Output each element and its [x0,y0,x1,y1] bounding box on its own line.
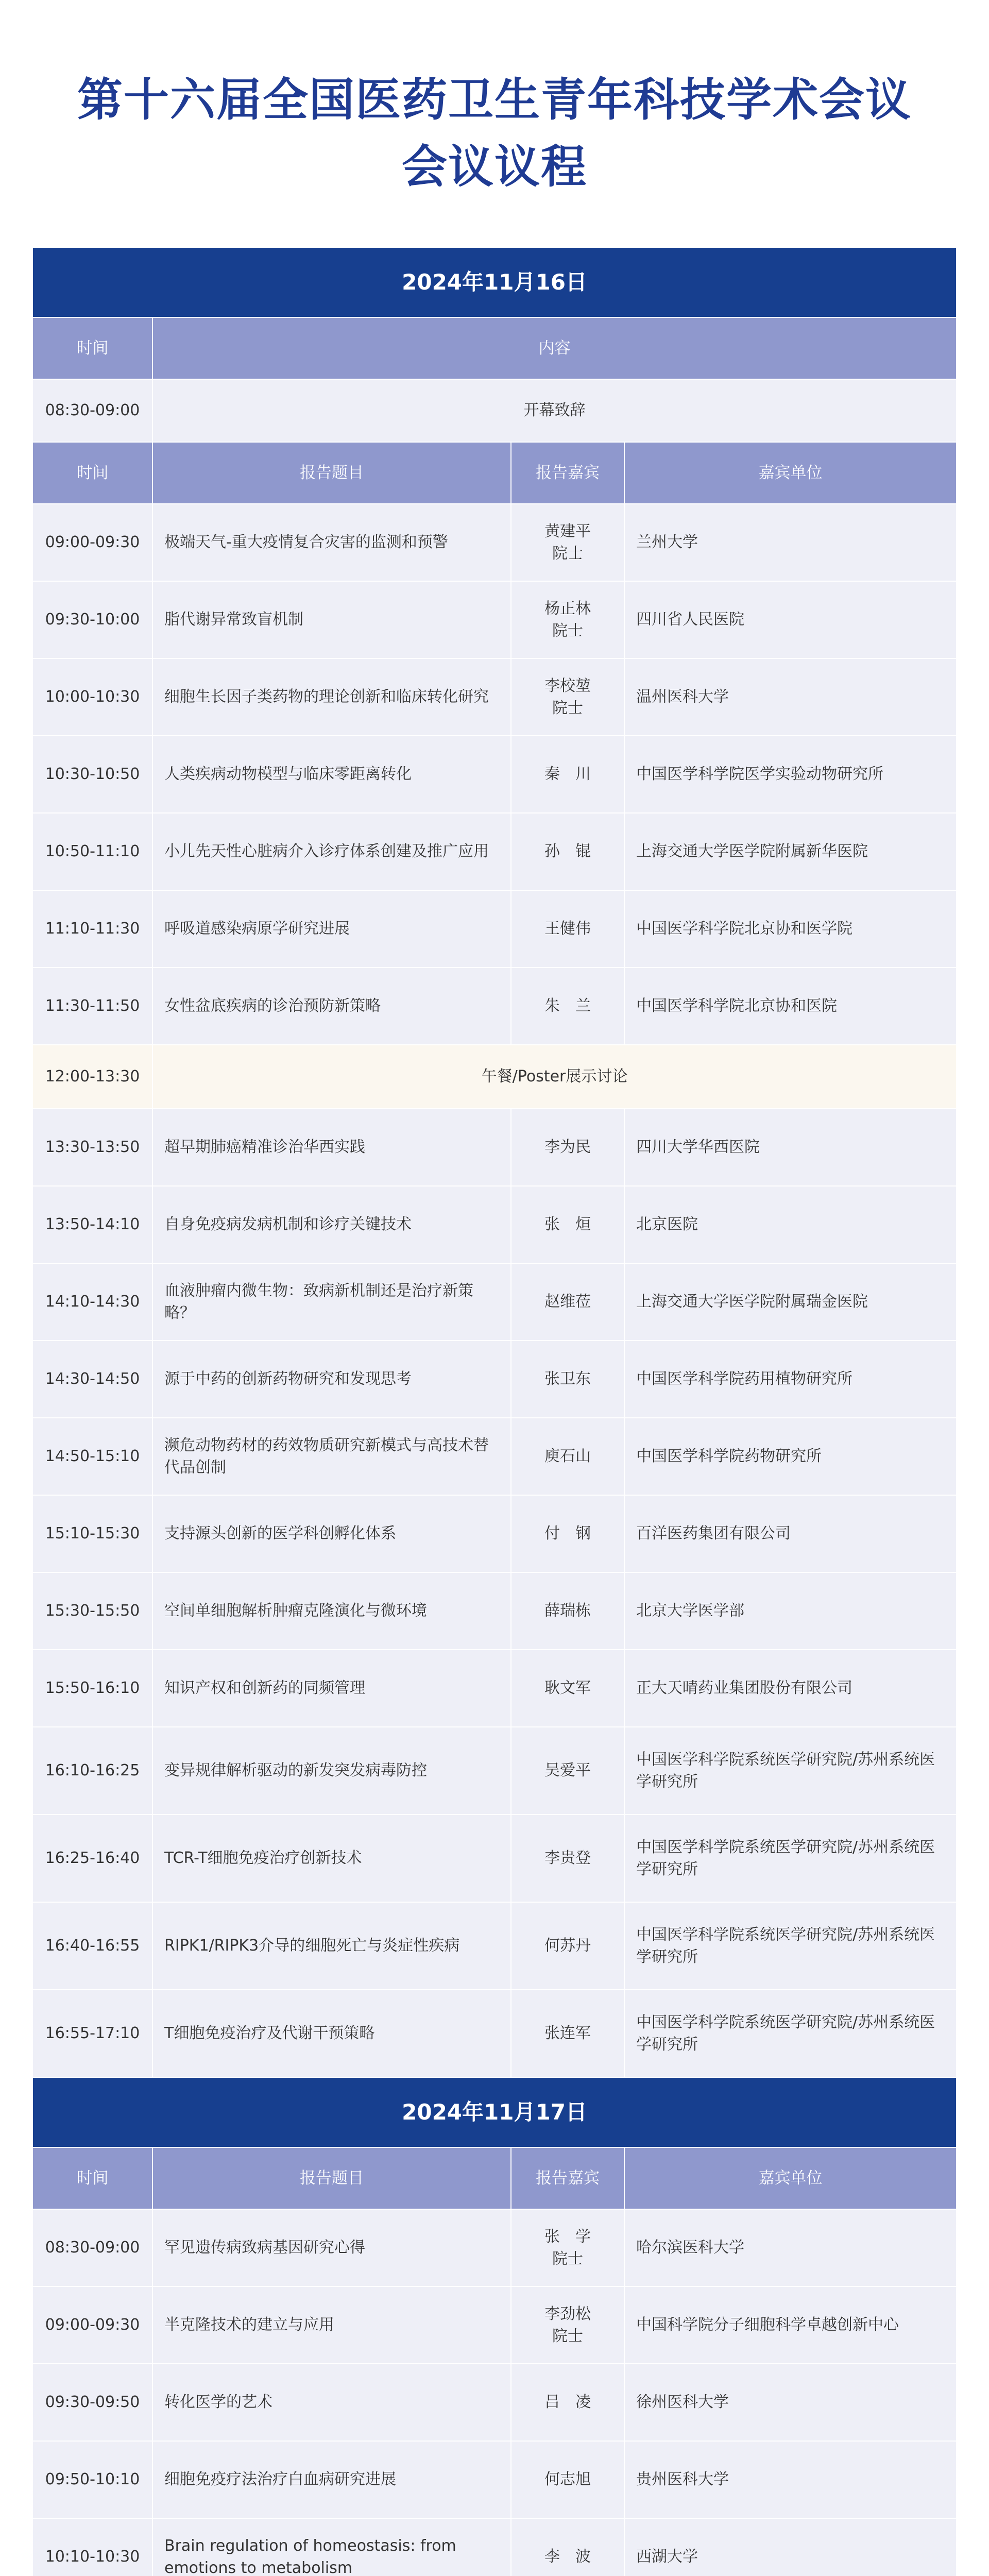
talk-org: 中国科学院分子细胞科学卓越创新中心 [624,2286,956,2364]
talk-row [33,1263,956,1341]
talk-topic: 女性盆底疾病的诊治预防新策略 [152,968,511,1045]
speaker-name: 李劲松 [544,2304,591,2323]
talk-org: 贵州医科大学 [624,2441,956,2518]
talk-speaker [511,1418,624,1495]
talk-org: 中国医学科学院医学实验动物研究所 [624,736,956,813]
talk-topic: RIPK1/RIPK3介导的细胞死亡与炎症性疾病 [152,1902,511,1990]
speaker-name: 张连军 [544,2024,591,2043]
talk-speaker [511,1727,624,1815]
speaker-name: 何苏丹 [544,1937,591,1955]
talk-row [33,2209,956,2286]
talk-org: 西湖大学 [624,2518,956,2576]
session-time: 08:30-09:00 [33,379,152,442]
talk-org: 温州医科大学 [624,658,956,736]
header-time: 时间 [33,317,152,379]
speaker-name: 耿文军 [544,1679,591,1698]
talk-row [33,1109,956,1186]
talk-speaker [511,1263,624,1341]
talk-speaker [511,1109,624,1186]
talk-speaker [511,1902,624,1990]
speaker-name: 黄建平 [544,522,591,540]
talk-topic: T细胞免疫治疗及代谢干预策略 [152,1990,511,2077]
talk-speaker [511,1495,624,1572]
talk-speaker [511,2286,624,2364]
speaker-name: 吕 凌 [544,2393,591,2412]
header-speaker: 报告嘉宾 [511,2147,624,2209]
talk-speaker [511,1990,624,2077]
talk-time: 09:50-10:10 [33,2441,152,2518]
speaker-title: 院士 [552,545,583,563]
talk-speaker [511,2441,624,2518]
talk-org: 中国医学科学院系统医学研究院/苏州系统医学研究所 [624,1990,956,2077]
day-date: 2024年11月16日 [33,248,956,317]
talk-speaker [511,2209,624,2286]
talk-org: 四川大学华西医院 [624,1109,956,1186]
speaker-name: 秦 川 [544,765,591,784]
talk-row [33,1815,956,1902]
talk-row [33,2441,956,2518]
talk-speaker [511,736,624,813]
talk-speaker [511,1815,624,1902]
talk-row [33,504,956,581]
talk-row [33,2286,956,2364]
talk-speaker [511,581,624,658]
speaker-name: 吴爱平 [544,1761,591,1780]
talk-time: 09:00-09:30 [33,504,152,581]
talk-time: 09:00-09:30 [33,2286,152,2364]
talk-topic: 脂代谢异常致盲机制 [152,581,511,658]
column-header-row [33,2147,956,2209]
talk-speaker [511,968,624,1045]
header-org: 嘉宾单位 [624,442,956,504]
speaker-name: 李为民 [544,1138,591,1157]
talk-org: 百洋医药集团有限公司 [624,1495,956,1572]
talk-org: 北京医院 [624,1186,956,1263]
talk-topic: Brain regulation of homeostasis: from emotions to metabolism [152,2518,511,2576]
talk-org: 中国医学科学院药用植物研究所 [624,1341,956,1418]
talk-topic: 自身免疫病发病机制和诊疗关键技术 [152,1186,511,1263]
talk-speaker [511,1572,624,1650]
talk-time: 13:50-14:10 [33,1186,152,1263]
day-header [33,2077,956,2147]
talk-speaker [511,1650,624,1727]
talk-topic: 小儿先天性心脏病介入诊疗体系创建及推广应用 [152,813,511,890]
talk-org: 哈尔滨医科大学 [624,2209,956,2286]
speaker-name: 李贵登 [544,1849,591,1868]
talk-time: 09:30-09:50 [33,2364,152,2441]
talk-time: 15:50-16:10 [33,1650,152,1727]
talk-row [33,581,956,658]
speaker-name: 庾石山 [544,1447,591,1466]
speaker-title: 院士 [552,2250,583,2268]
header-time: 时间 [33,442,152,504]
talk-row [33,736,956,813]
talk-topic: 罕见遗传病致病基因研究心得 [152,2209,511,2286]
talk-time: 14:50-15:10 [33,1418,152,1495]
talk-row [33,2364,956,2441]
talk-time: 11:10-11:30 [33,890,152,968]
talk-speaker [511,2518,624,2576]
talk-row [33,658,956,736]
session-content: 开幕致辞 [152,379,956,442]
talk-topic: 转化医学的艺术 [152,2364,511,2441]
talk-time: 08:30-09:00 [33,2209,152,2286]
talk-row [33,1727,956,1815]
talk-speaker [511,1186,624,1263]
talk-time: 16:55-17:10 [33,1990,152,2077]
talk-topic: 源于中药的创新药物研究和发现思考 [152,1341,511,1418]
talk-time: 09:30-10:00 [33,581,152,658]
speaker-name: 何志旭 [544,2470,591,2489]
talk-org: 中国医学科学院系统医学研究院/苏州系统医学研究所 [624,1727,956,1815]
speaker-name: 朱 兰 [544,997,591,1015]
talk-topic: 变异规律解析驱动的新发突发病毒防控 [152,1727,511,1815]
page-subtitle: 会议议程 [401,140,587,193]
talk-topic: 超早期肺癌精准诊治华西实践 [152,1109,511,1186]
talk-topic: 空间单细胞解析肿瘤克隆演化与微环境 [152,1572,511,1650]
talk-time: 16:25-16:40 [33,1815,152,1902]
speaker-name: 李校堃 [544,676,591,695]
talk-time: 10:50-11:10 [33,813,152,890]
talk-org: 上海交通大学医学院附属瑞金医院 [624,1263,956,1341]
column-header-row [33,442,956,504]
talk-topic: 血液肿瘤内微生物：致病新机制还是治疗新策略？ [152,1263,511,1341]
talk-time: 13:30-13:50 [33,1109,152,1186]
talk-topic: 知识产权和创新药的同频管理 [152,1650,511,1727]
talk-row [33,890,956,968]
talk-org: 中国医学科学院北京协和医院 [624,968,956,1045]
talk-time: 16:40-16:55 [33,1902,152,1990]
talk-row [33,1186,956,1263]
talk-time: 14:10-14:30 [33,1263,152,1341]
talk-speaker [511,813,624,890]
talk-row [33,1341,956,1418]
speaker-name: 张 烜 [544,1215,591,1234]
talk-row [33,1990,956,2077]
session-time: 12:00-13:30 [33,1045,152,1109]
talk-row [33,1495,956,1572]
talk-time: 16:10-16:25 [33,1727,152,1815]
talk-speaker [511,1341,624,1418]
talk-speaker [511,658,624,736]
talk-topic: 濒危动物药材的药效物质研究新模式与高技术替代品创制 [152,1418,511,1495]
talk-time: 10:10-10:30 [33,2518,152,2576]
speaker-name: 王健伟 [544,920,591,938]
talk-topic: TCR-T细胞免疫治疗创新技术 [152,1815,511,1902]
talk-row [33,1572,956,1650]
talk-time: 10:00-10:30 [33,658,152,736]
talk-row [33,2518,956,2576]
speaker-name: 赵维莅 [544,1293,591,1311]
talk-time: 11:30-11:50 [33,968,152,1045]
talk-org: 兰州大学 [624,504,956,581]
column-header-row [33,317,956,379]
header-content: 内容 [152,317,956,379]
talk-time: 14:30-14:50 [33,1341,152,1418]
day-date: 2024年11月17日 [33,2077,956,2147]
talk-row [33,1902,956,1990]
speaker-name: 张卫东 [544,1370,591,1388]
session-content: 午餐/Poster展示讨论 [152,1045,956,1109]
talk-speaker [511,2364,624,2441]
speaker-title: 院士 [552,699,583,717]
speaker-name: 张 学 [544,2227,591,2246]
talk-org: 上海交通大学医学院附属新华医院 [624,813,956,890]
talk-speaker [511,504,624,581]
speaker-name: 付 钢 [544,1524,591,1543]
talk-time: 10:30-10:50 [33,736,152,813]
talk-row [33,1418,956,1495]
talk-org: 四川省人民医院 [624,581,956,658]
talk-topic: 细胞免疫疗法治疗白血病研究进展 [152,2441,511,2518]
page-title: 第十六届全国医药卫生青年科技学术会议 [77,73,912,126]
speaker-name: 孙 锟 [544,842,591,861]
talk-org: 徐州医科大学 [624,2364,956,2441]
day-header [33,248,956,317]
header-topic: 报告题目 [152,2147,511,2209]
talk-speaker [511,890,624,968]
talk-org: 中国医学科学院北京协和医学院 [624,890,956,968]
talk-org: 正大天晴药业集团股份有限公司 [624,1650,956,1727]
header-speaker: 报告嘉宾 [511,442,624,504]
talk-org: 中国医学科学院系统医学研究院/苏州系统医学研究所 [624,1815,956,1902]
talk-org: 中国医学科学院药物研究所 [624,1418,956,1495]
talk-topic: 支持源头创新的医学科创孵化体系 [152,1495,511,1572]
talk-topic: 极端天气-重大疫情复合灾害的监测和预警 [152,504,511,581]
speaker-title: 院士 [552,2327,583,2345]
talk-row [33,1650,956,1727]
speaker-name: 李 波 [544,2548,591,2566]
opening-row [33,379,956,442]
lunch-row [33,1045,956,1109]
talk-time: 15:10-15:30 [33,1495,152,1572]
talk-topic: 呼吸道感染病原学研究进展 [152,890,511,968]
header-org: 嘉宾单位 [624,2147,956,2209]
header-time: 时间 [33,2147,152,2209]
talk-topic: 人类疾病动物模型与临床零距离转化 [152,736,511,813]
agenda-table [33,248,956,2576]
talk-time: 15:30-15:50 [33,1572,152,1650]
speaker-name: 薛瑞栋 [544,1602,591,1620]
speaker-title: 院士 [552,622,583,640]
talk-topic: 半克隆技术的建立与应用 [152,2286,511,2364]
speaker-name: 杨正林 [544,599,591,618]
talk-row [33,813,956,890]
talk-org: 中国医学科学院系统医学研究院/苏州系统医学研究所 [624,1902,956,1990]
header-topic: 报告题目 [152,442,511,504]
talk-org: 北京大学医学部 [624,1572,956,1650]
talk-row [33,968,956,1045]
talk-topic: 细胞生长因子类药物的理论创新和临床转化研究 [152,658,511,736]
